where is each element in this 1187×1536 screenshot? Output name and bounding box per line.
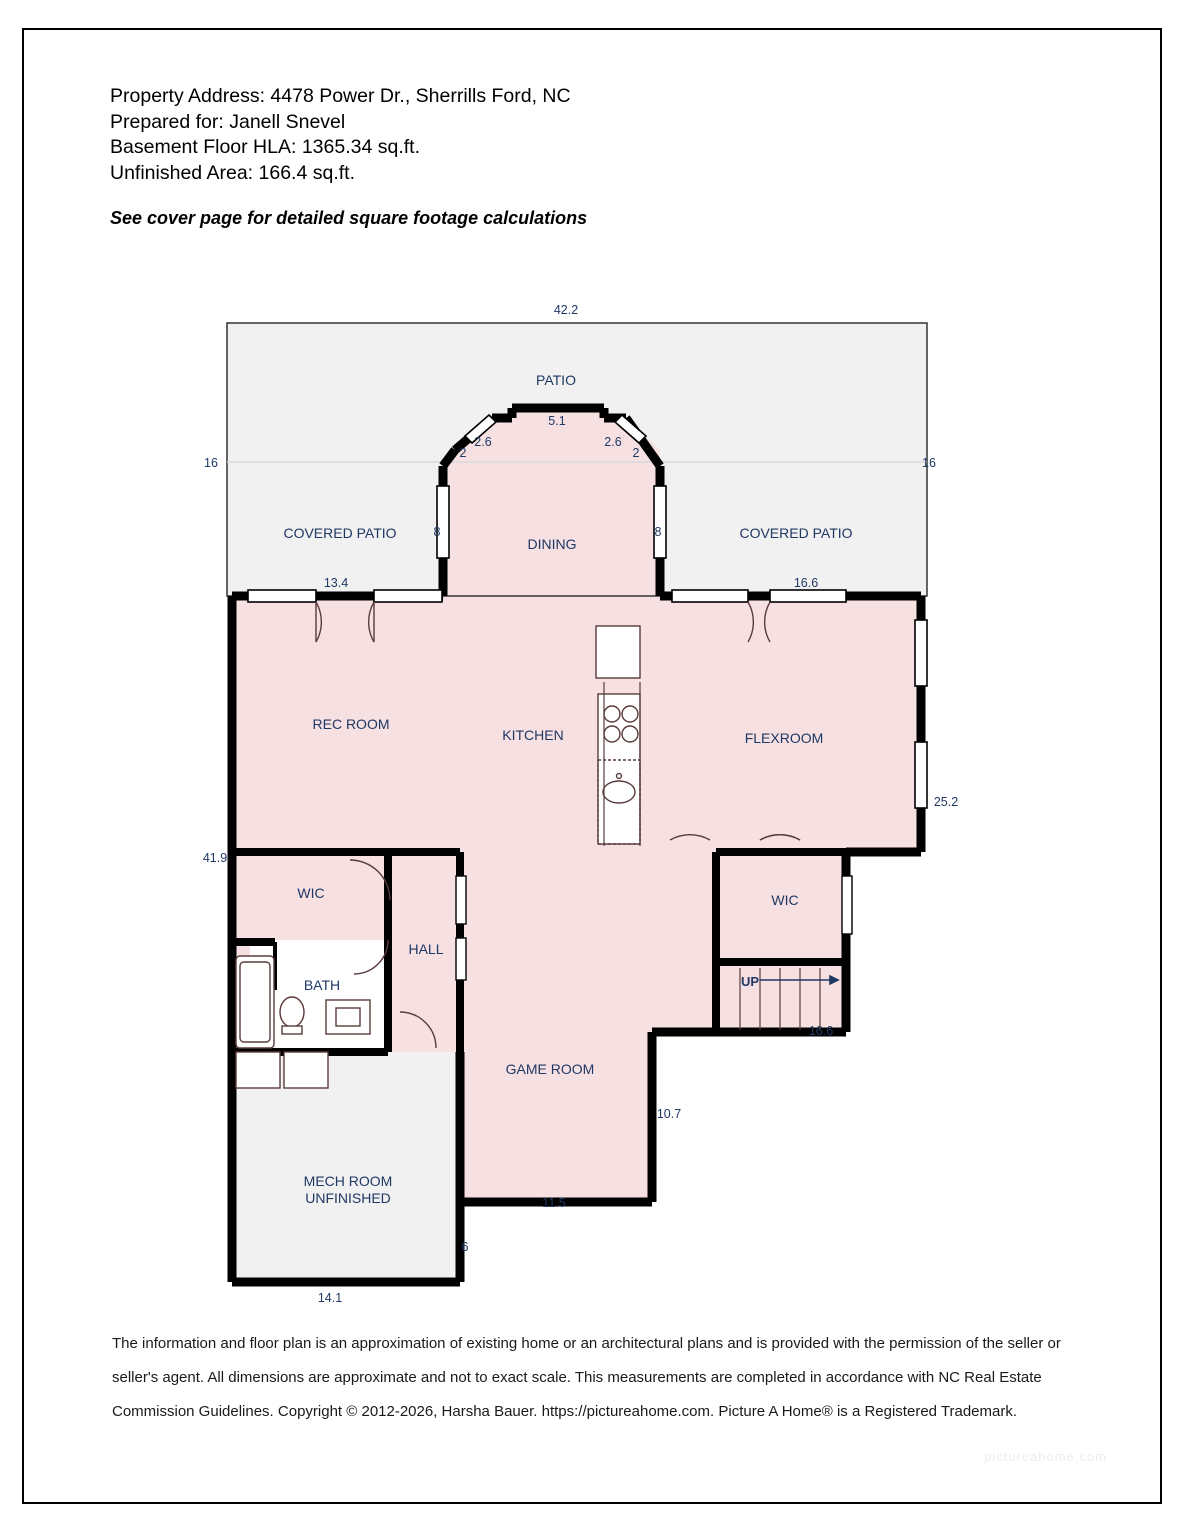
watermark: pictureahome.com bbox=[984, 1449, 1107, 1464]
room-label-rec-room: REC ROOM bbox=[312, 716, 390, 732]
dim-top-overall: 42.2 bbox=[553, 303, 579, 317]
room-label-hall: HALL bbox=[408, 941, 444, 957]
dim-mech-6: 6 bbox=[461, 1240, 469, 1254]
room-label-kitchen: KITCHEN bbox=[502, 727, 564, 743]
room-label-covered-patio-left: COVERED PATIO bbox=[283, 525, 397, 541]
room-label-dining: DINING bbox=[527, 536, 577, 552]
room-label-wic-left: WIC bbox=[297, 885, 325, 901]
dim-game-10-7: 10.7 bbox=[656, 1107, 682, 1121]
cover-page-note: See cover page for detailed square footage calculations bbox=[110, 208, 588, 228]
dim-rec-front: 13.4 bbox=[323, 576, 349, 590]
dim-dining-angle-l2: 2.6 bbox=[474, 435, 492, 449]
floor-plan bbox=[0, 290, 1187, 1320]
prepared-for: Prepared for: Janell Snevel bbox=[110, 110, 346, 133]
dim-dining-front: 5.1 bbox=[548, 414, 566, 428]
dim-dining-side-left: 8 bbox=[433, 525, 441, 539]
dim-right-16: 16 bbox=[922, 456, 936, 470]
dim-dining-angle-r1: 2.6 bbox=[604, 435, 622, 449]
room-label-flexroom: FLEXROOM bbox=[744, 730, 824, 746]
dim-left-16: 16 bbox=[204, 456, 218, 470]
room-label-covered-patio-right: COVERED PATIO bbox=[739, 525, 853, 541]
dim-dining-side-right: 8 bbox=[654, 525, 662, 539]
room-label-patio: PATIO bbox=[536, 372, 576, 388]
room-label-bath: BATH bbox=[303, 977, 341, 993]
dim-mech-14-1: 14.1 bbox=[317, 1291, 343, 1305]
footer-line-3: Commission Guidelines. Copyright © 2012-2026, Harsha Bauer. https://pictureahome.com. Picture A Home® is a Registered Trademark. bbox=[112, 1403, 1018, 1420]
dim-right-25-2: 25.2 bbox=[933, 795, 959, 809]
room-label-mech-unfinished: UNFINISHED bbox=[305, 1190, 391, 1206]
dim-dining-angle-r2: 2 bbox=[632, 446, 640, 460]
room-label-game-room: GAME ROOM bbox=[505, 1061, 595, 1077]
stairs-up-label: UP bbox=[740, 974, 760, 989]
dim-flex-front: 16.6 bbox=[793, 576, 819, 590]
room-label-mech-room: MECH ROOM bbox=[303, 1173, 393, 1189]
dim-left-41-9: 41.9 bbox=[202, 851, 228, 865]
property-address: Property Address: 4478 Power Dr., Sherrills Ford, NC bbox=[110, 85, 571, 107]
footer-line-2: seller's agent. All dimensions are approximate and not to exact scale. This measurements are completed in accordance with NC Real Estate bbox=[112, 1369, 1042, 1386]
room-label-wic-right: WIC bbox=[771, 892, 799, 908]
unfinished-area: Unfinished Area: 166.4 sq.ft. bbox=[110, 161, 355, 184]
basement-hla: Basement Floor HLA: 1365.34 sq.ft. bbox=[110, 136, 421, 158]
dim-stairs-16-6: 16.6 bbox=[808, 1024, 834, 1038]
footer-line-1: The information and floor plan is an approximation of existing home or an architectural plans and is provided with the permission of the seller or bbox=[112, 1335, 1061, 1352]
header-block bbox=[110, 84, 910, 229]
dim-game-11-5: 11.5 bbox=[542, 1196, 566, 1210]
footer-disclaimer bbox=[112, 1334, 1107, 1464]
dim-dining-angle-l1: 2 bbox=[459, 446, 467, 460]
